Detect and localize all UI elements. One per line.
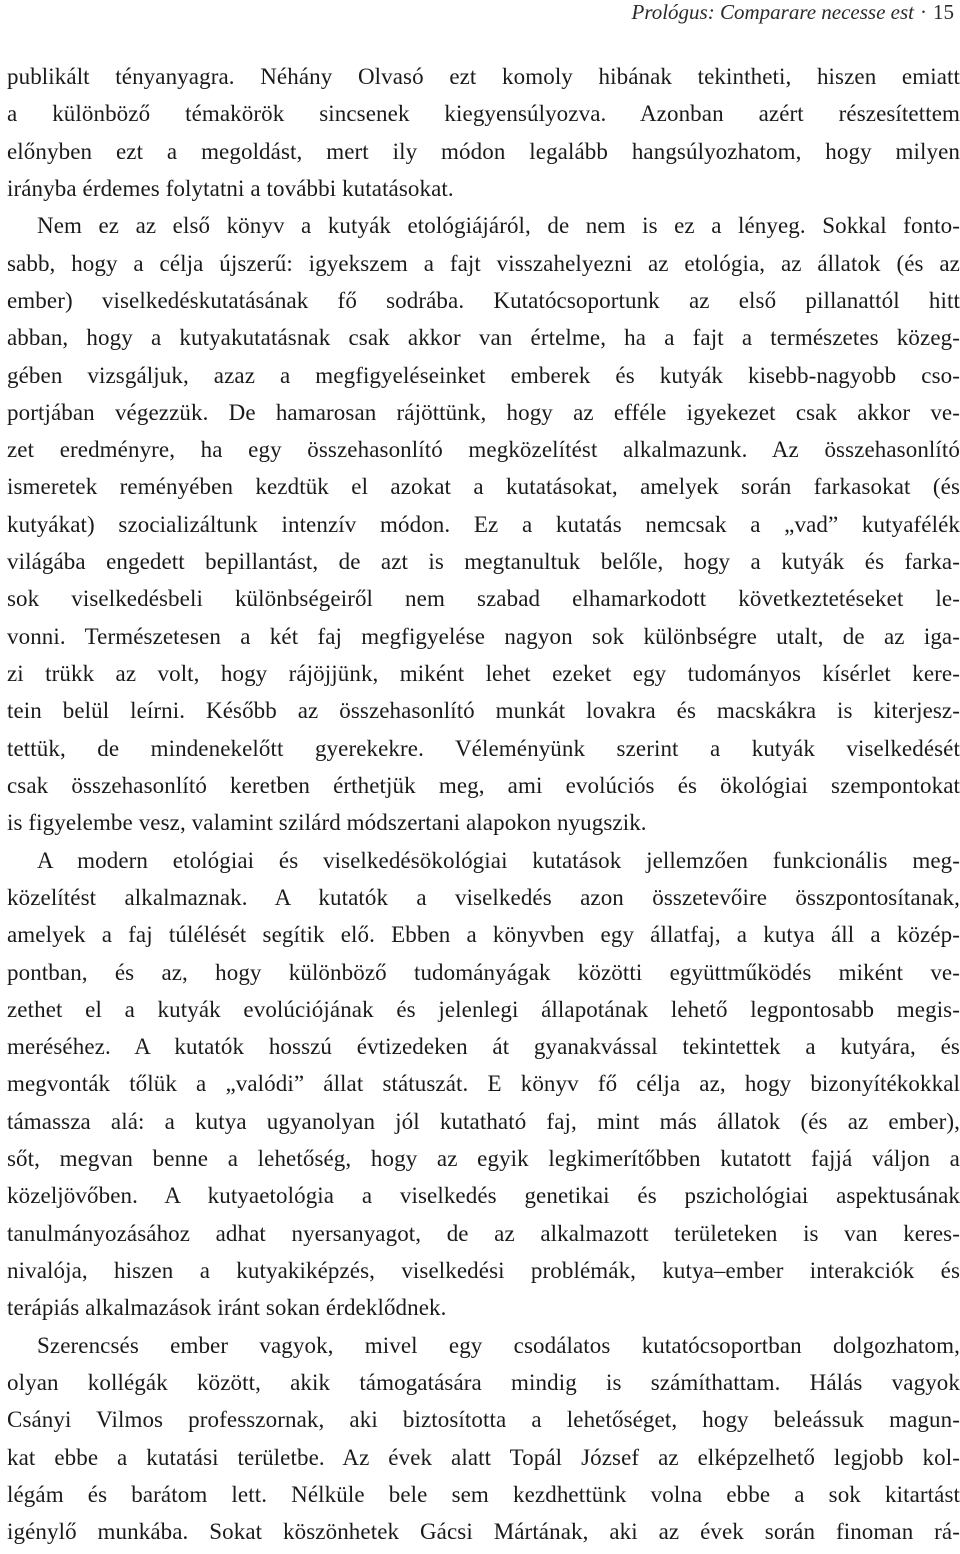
- paragraph-first-line: A modern etológiai és viselkedésökológiai kutatások jellemzően funkcionális meg-: [37, 847, 960, 873]
- text-line: zet eredményre, ha egy összehasonlító megközelítést alkalmazunk. Az összehasonlító: [7, 437, 960, 463]
- running-title: Prológus: Comparare necesse est: [631, 0, 914, 24]
- text-line: közeljövőben. A kutyaetológia a viselkedés genetikai és pszichológiai aspektusának: [7, 1183, 960, 1209]
- text-line: pontban, és az, hogy különböző tudományágak közötti együttműködés miként ve-: [7, 959, 960, 985]
- text-line: is figyelembe vesz, valamint szilárd módszertani alapokon nyugszik.: [7, 810, 647, 836]
- text-line: ismeretek reményében kezdtük el azokat a kutatásokat, amelyek során farkasokat (és: [7, 474, 960, 500]
- text-line: a különböző témakörök sincsenek kiegyensúlyozva. Azonban azért részesítettem: [7, 101, 960, 127]
- running-header: [632, 0, 955, 24]
- text-line: világába engedett bepillantást, de azt is megtanultuk belőle, hogy a kutyák és farka-: [7, 549, 960, 575]
- text-line: meréséhez. A kutatók hosszú évtizedeken át gyanakvással tekintettek a kutyára, és: [7, 1034, 960, 1060]
- text-line: zethet el a kutyák evolúciójának és jelenlegi állapotának lehető legpontosabb megis-: [7, 996, 960, 1022]
- text-line: portjában végezzük. De hamarosan rájöttünk, hogy az efféle igyekezet csak akkor ve-: [7, 399, 960, 425]
- page-number: 15: [933, 0, 954, 24]
- text-line: nivalója, hiszen a kutyakiképzés, viselkedési problémák, kutya–ember interakciók és: [7, 1258, 960, 1283]
- text-line: előnyben ezt a megoldást, mert ily módon legalább hangsúlyozhatom, hogy milyen: [7, 138, 960, 164]
- text-line: kutyákat) szocializáltunk intenzív módon. Ez a kutatás nemcsak a „vad” kutyafélék: [7, 511, 960, 537]
- text-line: olyan kollégák között, akik támogatására mindig is számíthattam. Hálás vagyok: [7, 1369, 960, 1395]
- text-line: csak összehasonlító keretben érthetjük meg, ami evolúciós és ökológiai szempontokat: [7, 772, 960, 798]
- text-line: publikált tényanyagra. Néhány Olvasó ezt komoly hibának tekintheti, hiszen emiatt: [7, 64, 960, 89]
- text-line: terápiás alkalmazások iránt sokan érdeklődnek.: [7, 1295, 447, 1321]
- text-line: kat ebbe a kutatási területbe. Az évek alatt Topál József az elképzelhető legjobb kol-: [7, 1444, 960, 1470]
- text-line: irányba érdemes folytatni a további kutatásokat.: [7, 175, 454, 201]
- text-line: gében vizsgáljuk, azaz a megfigyeléseinket emberek és kutyák kisebb-nagyobb cso-: [7, 362, 960, 388]
- body-text: [7, 58, 960, 1551]
- text-line: tanulmányozásához adhat nyersanyagot, de az alkalmazott területeken is van keres-: [7, 1220, 960, 1246]
- text-line: abban, hogy a kutyakutatásnak csak akkor van értelme, ha a fajt a természetes közeg-: [7, 325, 960, 351]
- text-line: tein belül leírni. Később az összehasonlító munkát lovakra és macskákra is kiterjesz-: [7, 698, 960, 724]
- text-line: zi trükk az volt, hogy rájöjjünk, miként lehet ezeket egy tudományos kísérlet kere-: [7, 661, 960, 686]
- text-line: amelyek a faj túlélését segítik elő. Ebben a könyvben egy állatfaj, a kutya áll a közép-: [7, 922, 960, 948]
- text-line: vonni. Természetesen a két faj megfigyelése nagyon sok különbségre utalt, de az iga-: [7, 623, 960, 649]
- text-line: megvonták tőlük a „valódi” állat státuszát. E könyv fő célja az, hogy bizonyítékokkal: [7, 1071, 960, 1097]
- text-line: igénylő munkába. Sokat köszönhetek Gácsi Mártának, aki az évek során finoman rá-: [7, 1519, 960, 1545]
- text-line: Csányi Vilmos professzornak, aki biztosította a lehetőséget, hogy beleássuk magun-: [7, 1407, 960, 1433]
- text-line: közelítést alkalmaznak. A kutatók a viselkedés azon összetevőire összpontosítanak,: [7, 884, 960, 910]
- text-line: ember) viselkedéskutatásának fő sodrába. Kutatócsoportunk az első pillanattól hitt: [7, 287, 960, 313]
- text-line: sőt, megvan benne a lehetőség, hogy az egyik legkimerítőbben kutatott fajjá váljon a: [7, 1146, 960, 1172]
- paragraph-first-line: Nem ez az első könyv a kutyák etológiájáról, de nem is ez a lényeg. Sokkal fonto-: [37, 213, 960, 239]
- text-line: sok viselkedésbeli különbségeiről nem szabad elhamarkodott következtetéseket le-: [7, 586, 960, 612]
- text-line: tettük, de mindenekelőtt gyerekekre. Véleményünk szerint a kutyák viselkedését: [7, 735, 960, 761]
- text-line: légám és barátom lett. Nélküle bele sem kezdhettünk volna ebbe a sok kitartást: [7, 1481, 960, 1507]
- text-line: támassza alá: a kutya ugyanolyan jól kutatható faj, mint más állatok (és az ember),: [7, 1108, 960, 1134]
- paragraph-first-line: Szerencsés ember vagyok, mivel egy csodálatos kutatócsoportban dolgozhatom,: [37, 1332, 960, 1358]
- header-separator: ·: [920, 0, 927, 24]
- text-line: sabb, hogy a célja újszerű: igyekszem a fajt visszahelyezni az etológia, az állatok (és az: [7, 250, 960, 276]
